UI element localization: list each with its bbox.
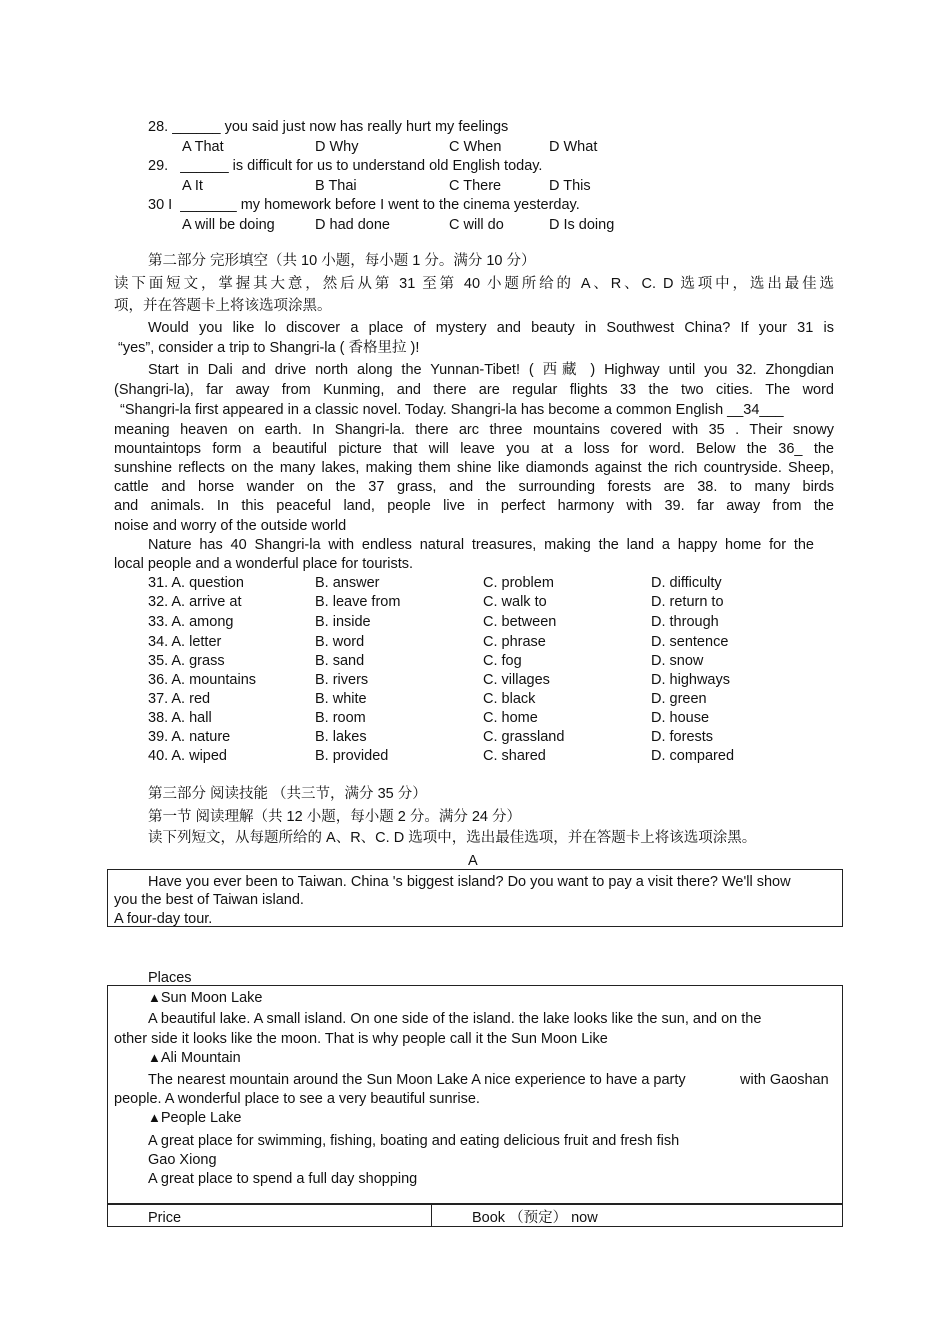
triangle-bullet-icon: ▲ bbox=[148, 1050, 161, 1065]
cloze-option: 35. A. grass bbox=[148, 653, 225, 669]
cloze-passage-line: Start in Dali and drive north along the Yunnan-Tibet! ( 西藏 ) Highway until you 32. Zhongdian bbox=[148, 362, 834, 378]
cloze-option: C. villages bbox=[483, 672, 550, 688]
q29-option-d: D This bbox=[549, 178, 591, 194]
cloze-heading: 第二部分 完形填空（共 10 小题，每小题 1 分。满分 10 分） bbox=[148, 253, 536, 269]
cloze-passage-line: cattle and horse wander on the 37 grass, and the surrounding forests are 38. to many birds bbox=[114, 479, 834, 495]
cloze-option: D. through bbox=[651, 614, 719, 630]
cloze-option: B. leave from bbox=[315, 594, 401, 610]
intro-line: Have you ever been to Taiwan. China 's biggest island? Do you want to pay a visit there? We'll show bbox=[148, 874, 791, 890]
cloze-passage-line: Nature has 40 Shangri-la with endless natural treasures, making the land a happy home for the bbox=[148, 537, 814, 553]
question-30: 30 I _______ my homework before I went to the cinema yesterday. bbox=[148, 197, 580, 213]
cloze-option: C. phrase bbox=[483, 634, 546, 650]
book-label: Book （预定） now bbox=[472, 1210, 598, 1226]
place-desc: The nearest mountain around the Sun Moon Lake A nice experience to have a party bbox=[148, 1072, 686, 1088]
q30-option-a: A will be doing bbox=[182, 217, 275, 233]
cloze-option: D. sentence bbox=[651, 634, 729, 650]
cloze-option: B. white bbox=[315, 691, 367, 707]
cloze-option: B. sand bbox=[315, 653, 365, 669]
place-desc: A great place for swimming, fishing, boating and eating delicious fruit and fresh fish bbox=[148, 1133, 680, 1149]
q30-option-c: C will do bbox=[449, 217, 504, 233]
q30-option-b: D had done bbox=[315, 217, 390, 233]
cloze-option: C. black bbox=[483, 691, 536, 707]
q28-option-a: A That bbox=[182, 139, 224, 155]
cloze-passage-line: and animals. In this peaceful land, people live in perfect harmony with 39. far away from the bbox=[114, 498, 834, 514]
cloze-option: D. snow bbox=[651, 653, 704, 669]
intro-line: A four-day tour. bbox=[114, 911, 213, 927]
q28-option-b: D Why bbox=[315, 139, 359, 155]
cloze-instruction-line1: 读下面短文，掌握其大意，然后从第 31 至第 40 小题所给的 A、R、C. D 选项中，选出最佳选 bbox=[114, 276, 834, 292]
cloze-option: C. problem bbox=[483, 575, 554, 591]
cloze-passage-line: sunshine reflects on the many lakes, making them shine like diamonds against the rich countryside. Sheep, bbox=[114, 460, 834, 476]
cloze-option: B. answer bbox=[315, 575, 380, 591]
q29-option-b: B Thai bbox=[315, 178, 357, 194]
cloze-option: D. highways bbox=[651, 672, 730, 688]
reading-instruction: 读下列短文，从每题所给的 A、R、C. D 选项中，选出最佳选项，并在答题卡上将该选项涂黑。 bbox=[148, 830, 757, 846]
intro-box bbox=[107, 869, 843, 927]
cloze-option: C. shared bbox=[483, 748, 546, 764]
question-29: 29. ______ is difficult for us to understand old English today. bbox=[148, 158, 543, 174]
price-row bbox=[107, 1204, 843, 1227]
places-box bbox=[107, 985, 843, 1204]
q30-option-d: D Is doing bbox=[549, 217, 615, 233]
triangle-bullet-icon: ▲ bbox=[148, 990, 161, 1005]
cloze-option: D. difficulty bbox=[651, 575, 722, 591]
cloze-option: 34. A. letter bbox=[148, 634, 222, 650]
place-desc: other side it looks like the moon. That is why people call it the Sun Moon Like bbox=[114, 1031, 608, 1047]
cloze-option: C. home bbox=[483, 710, 538, 726]
place-desc: people. A wonderful place to see a very beautiful sunrise. bbox=[114, 1091, 480, 1107]
part3-heading: 第三部分 阅读技能 （共三节，满分 35 分） bbox=[148, 786, 427, 802]
cloze-option: 33. A. among bbox=[148, 614, 234, 630]
cloze-option: D. compared bbox=[651, 748, 735, 764]
cloze-option: D. house bbox=[651, 710, 710, 726]
cloze-option: 32. A. arrive at bbox=[148, 594, 242, 610]
cloze-option: C. fog bbox=[483, 653, 522, 669]
cloze-option: B. word bbox=[315, 634, 365, 650]
cloze-passage-line: mountaintops form a beautiful picture that will leave you at a loss for word. Below the 36_ the bbox=[114, 441, 834, 457]
cloze-passage-line: (Shangri-la), far away from Kunming, and there are regular flights 33 the two cities. The word bbox=[114, 382, 834, 398]
cloze-option: 40. A. wiped bbox=[148, 748, 227, 764]
cloze-option: B. provided bbox=[315, 748, 389, 764]
cloze-passage-line: noise and worry of the outside world bbox=[114, 518, 347, 534]
place-title: ▲Ali Mountain bbox=[148, 1050, 241, 1066]
cloze-option: B. lakes bbox=[315, 729, 367, 745]
place-title: Gao Xiong bbox=[148, 1152, 217, 1168]
places-label: Places bbox=[148, 970, 192, 986]
cloze-passage-line: “yes”, consider a trip to Shangri-la ( 香格里拉 )! bbox=[118, 340, 420, 356]
cloze-option: D. forests bbox=[651, 729, 714, 745]
cloze-passage-line: “Shangri-la first appeared in a classic novel. Today. Shangri-la has become a common English __34___ bbox=[120, 402, 784, 418]
passage-label: A bbox=[468, 853, 478, 869]
cloze-option: 38. A. hall bbox=[148, 710, 212, 726]
cloze-passage-line: meaning heaven on earth. In Shangri-la. there arc three mountains covered with 35 . Their snowy bbox=[114, 422, 834, 438]
place-desc: A great place to spend a full day shopping bbox=[148, 1171, 418, 1187]
cloze-option: C. walk to bbox=[483, 594, 547, 610]
cloze-option: 36. A. mountains bbox=[148, 672, 257, 688]
cloze-option: D. return to bbox=[651, 594, 724, 610]
triangle-bullet-icon: ▲ bbox=[148, 1110, 161, 1125]
q29-option-a: A It bbox=[182, 178, 203, 194]
q29-option-c: C There bbox=[449, 178, 502, 194]
q28-option-d: D What bbox=[549, 139, 598, 155]
question-28: 28. ______ you said just now has really hurt my feelings bbox=[148, 119, 509, 135]
intro-line: you the best of Taiwan island. bbox=[114, 892, 304, 908]
cloze-passage-line: Would you like lo discover a place of mystery and beauty in Southwest China? If your 31 is bbox=[148, 320, 834, 336]
cloze-option: B. rivers bbox=[315, 672, 369, 688]
place-title: ▲People Lake bbox=[148, 1110, 242, 1126]
cloze-instruction-line2: 项，并在答题卡上将该选项涂黑。 bbox=[114, 298, 332, 314]
price-label: Price bbox=[148, 1210, 182, 1226]
cloze-option: D. green bbox=[651, 691, 707, 707]
place-title: ▲Sun Moon Lake bbox=[148, 990, 263, 1006]
cloze-option: C. grassland bbox=[483, 729, 565, 745]
cloze-option: B. room bbox=[315, 710, 366, 726]
cloze-option: 31. A. question bbox=[148, 575, 244, 591]
cloze-option: B. inside bbox=[315, 614, 371, 630]
q28-option-c: C When bbox=[449, 139, 502, 155]
cloze-option: 39. A. nature bbox=[148, 729, 231, 745]
cloze-passage-line: local people and a wonderful place for tourists. bbox=[114, 556, 414, 572]
place-desc: A beautiful lake. A small island. On one side of the island. the lake looks like the sun, and on the bbox=[148, 1011, 762, 1027]
section1-heading: 第一节 阅读理解（共 12 小题，每小题 2 分。满分 24 分） bbox=[148, 809, 522, 825]
cloze-option: 37. A. red bbox=[148, 691, 211, 707]
divider bbox=[431, 1204, 432, 1227]
cloze-option: C. between bbox=[483, 614, 557, 630]
place-desc: with Gaoshan bbox=[740, 1072, 829, 1088]
